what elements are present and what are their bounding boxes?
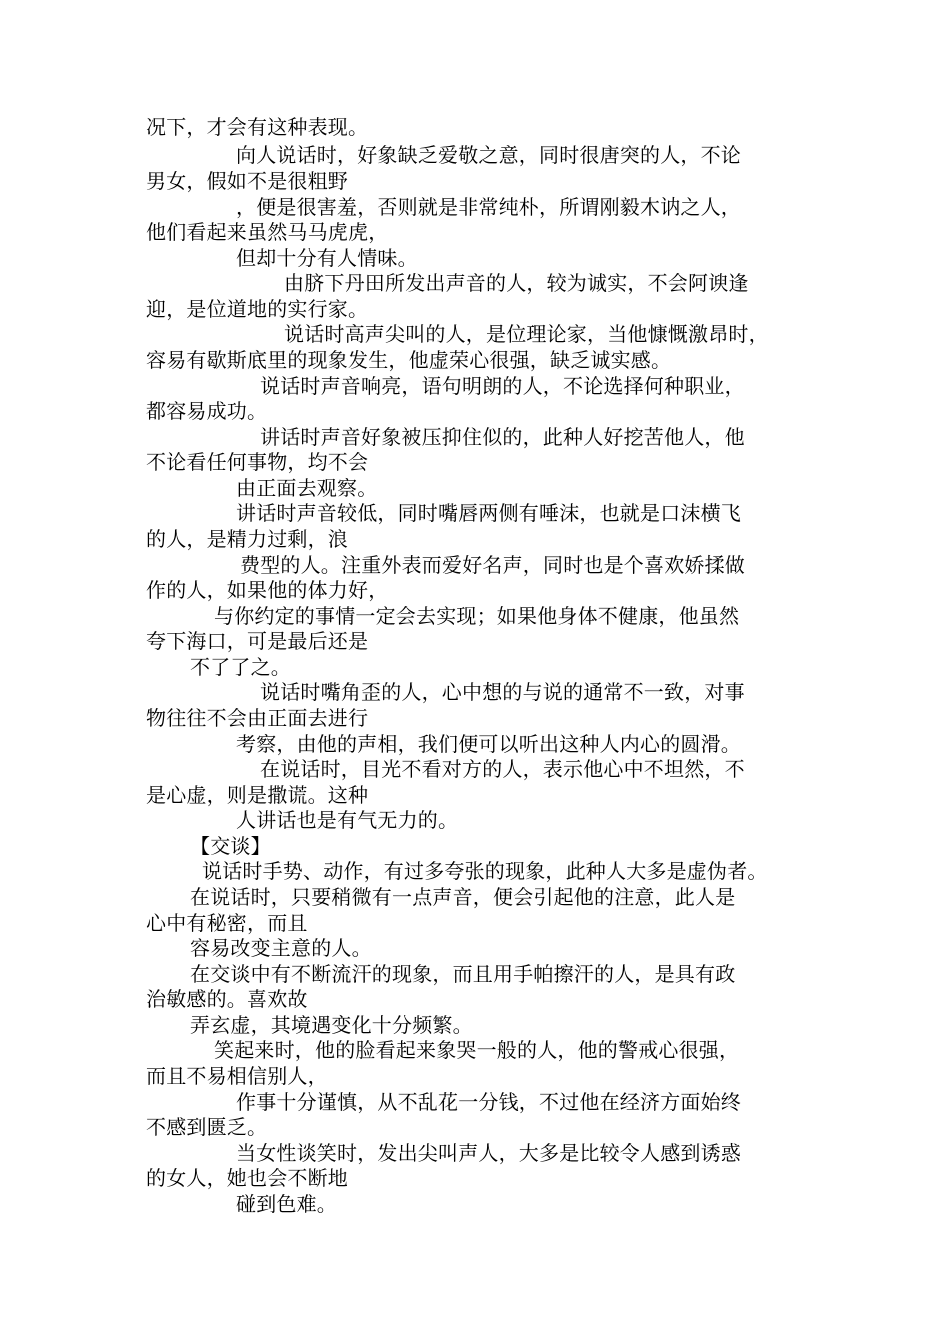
text-line: 物往往不会由正面去进行 — [146, 706, 369, 730]
text-line: 说话时嘴角歪的人，心中想的与说的通常不一致，对事 — [260, 680, 745, 704]
text-line: 容易有歇斯底里的现象发生，他虚荣心很强，缺乏诚实感。 — [146, 348, 672, 372]
text-line: 的人，是精力过剩，浪 — [146, 527, 348, 551]
text-line: 是心虚，则是撒谎。这种 — [146, 783, 369, 807]
text-line: 不了了之。 — [190, 655, 291, 679]
text-line: 夸下海口，可是最后还是 — [146, 629, 369, 653]
text-line: 与你约定的事情一定会去实现；如果他身体不健康，他虽然 — [214, 604, 740, 628]
text-line: 心中有秘密，而且 — [146, 911, 308, 935]
text-line: 当女性谈笑时，发出尖叫声人，大多是比较令人感到诱惑 — [236, 1141, 741, 1165]
text-line: 他们看起来虽然马马虎虎， — [146, 220, 389, 244]
text-line: 况下，才会有这种表现。 — [146, 115, 369, 139]
text-line: 而且不易相信别人， — [146, 1064, 328, 1088]
text-line: 笑起来时，他的脸看起来象哭一般的人，他的警戒心很强， — [214, 1038, 740, 1062]
section-heading: 【交谈】 — [190, 834, 271, 858]
text-line: 由正面去观察。 — [236, 476, 378, 500]
text-line: 在说话时，目光不看对方的人，表示他心中不坦然，不 — [260, 757, 745, 781]
text-line: 不论看任何事物，均不会 — [146, 450, 369, 474]
text-line: 治敏感的。喜欢故 — [146, 987, 308, 1011]
text-line: 不感到匮乏。 — [146, 1115, 268, 1139]
text-line: 弄玄虚，其境遇变化十分频繁。 — [190, 1013, 473, 1037]
text-line: 在说话时，只要稍微有一点声音，便会引起他的注意，此人是 — [190, 885, 736, 909]
text-line: 由脐下丹田所发出声音的人，较为诚实，不会阿谀逢 — [284, 271, 749, 295]
text-line: 说话时声音响亮，语句明朗的人，不论选择何种职业， — [260, 374, 745, 398]
text-line: 人讲话也是有气无力的。 — [236, 808, 459, 832]
text-line: 碰到色难。 — [236, 1192, 337, 1216]
text-line: 说话时高声尖叫的人，是位理论家，当他慷慨激昂时， — [284, 322, 769, 346]
text-line: 考察，由他的声相，我们便可以听出这种人内心的圆滑。 — [236, 732, 741, 756]
text-line: 男女，假如不是很粗野 — [146, 169, 348, 193]
text-line: 作的人，如果他的体力好， — [146, 578, 389, 602]
text-line: 讲话时声音较低，同时嘴唇两侧有唾沫，也就是口沫横飞 — [236, 501, 741, 525]
text-line: 容易改变主意的人。 — [190, 936, 372, 960]
text-line: 的女人，她也会不断地 — [146, 1166, 348, 1190]
text-line: 在交谈中有不断流汗的现象，而且用手帕擦汗的人，是具有政 — [190, 962, 736, 986]
text-line: 都容易成功。 — [146, 399, 268, 423]
text-line: 但却十分有人情味。 — [236, 246, 418, 270]
text-line: 作事十分谨慎，从不乱花一分钱，不过他在经济方面始终 — [236, 1090, 741, 1114]
text-line: 迎，是位道地的实行家。 — [146, 297, 369, 321]
text-line: ，便是很害羞，否则就是非常纯朴，所谓刚毅木讷之人， — [236, 195, 741, 219]
text-line: 讲话时声音好象被压抑住似的，此种人好挖苦他人，他 — [260, 425, 745, 449]
text-line: 费型的人。注重外表而爱好名声，同时也是个喜欢娇揉做 — [240, 553, 745, 577]
text-line: 说话时手势、动作，有过多夸张的现象，此种人大多是虚伪者。 — [202, 859, 768, 883]
text-line: 向人说话时，好象缺乏爱敬之意，同时很唐突的人，不论 — [236, 143, 741, 167]
